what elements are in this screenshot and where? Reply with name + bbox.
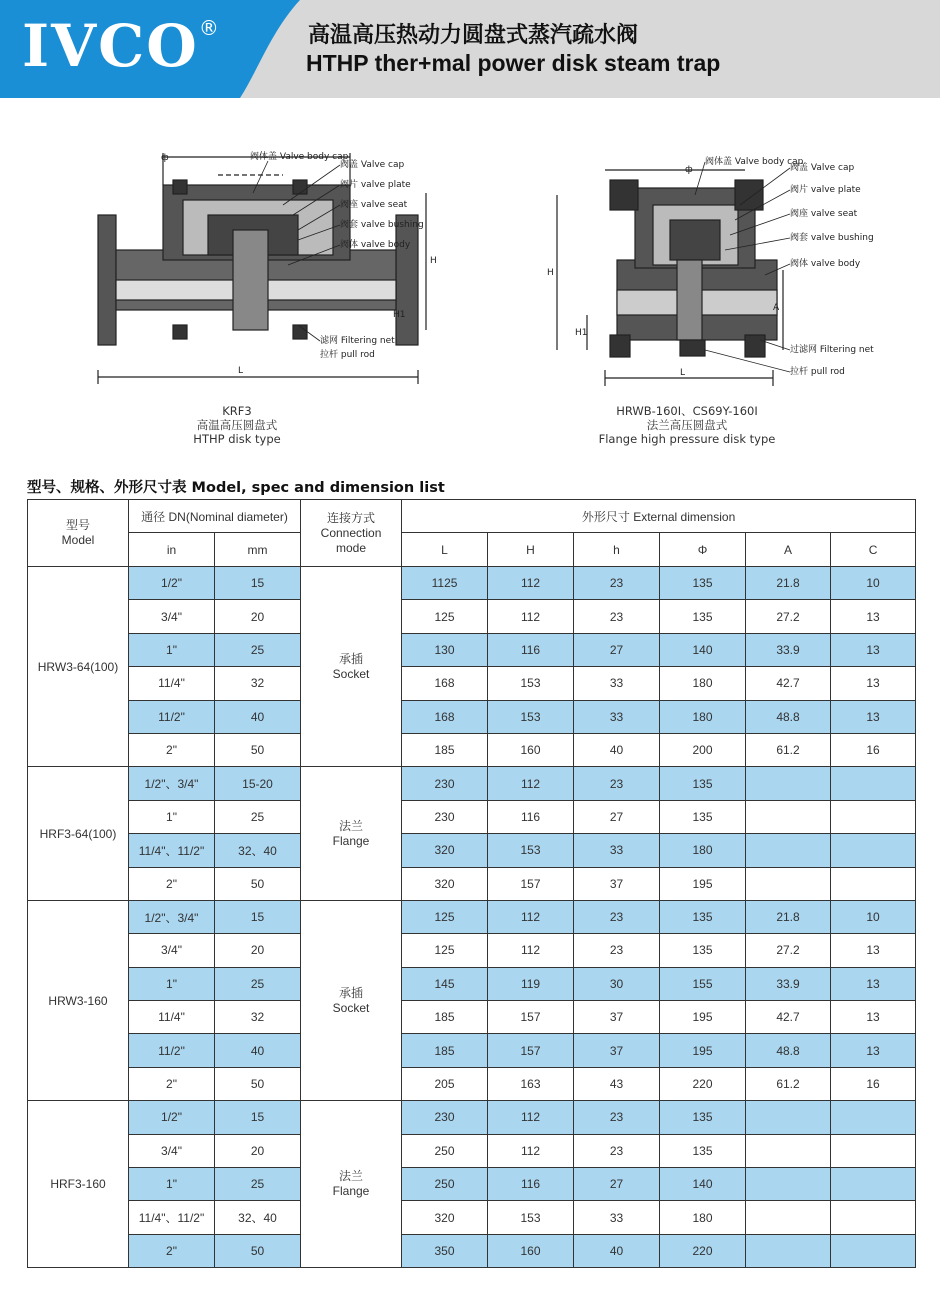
a-value-cell bbox=[746, 1168, 831, 1201]
col-header-small-h: h bbox=[574, 533, 660, 567]
connection-cn: 承插 bbox=[339, 985, 364, 1000]
connection-cell bbox=[301, 767, 402, 901]
left-filter-label: 滤网 Filtering net bbox=[320, 336, 395, 346]
right-l-label: L bbox=[680, 368, 686, 378]
table-row bbox=[28, 900, 916, 933]
model-cell: HRW3-160 bbox=[28, 900, 129, 1100]
c-value-cell bbox=[831, 1234, 916, 1267]
mm-cell: 15-20 bbox=[215, 767, 301, 800]
a-value-cell: 61.2 bbox=[746, 733, 831, 766]
right-valve-cap-label: 阀盖 Valve cap bbox=[790, 163, 855, 173]
h-value-cell: 157 bbox=[488, 867, 574, 900]
table-row bbox=[28, 1234, 916, 1267]
h-value-cell: 43 bbox=[574, 1067, 660, 1100]
h-value-cell: 112 bbox=[488, 1101, 574, 1134]
h-value-cell: 27 bbox=[574, 633, 660, 666]
brand-logo bbox=[22, 12, 221, 80]
model-header-en: Model bbox=[61, 533, 95, 547]
in-cell: 1/2" bbox=[129, 1101, 215, 1134]
l-value-cell: 185 bbox=[402, 733, 488, 766]
mm-header: mm bbox=[215, 533, 301, 567]
right-h1-label: H1 bbox=[575, 328, 588, 338]
in-cell: 1/2"、3/4" bbox=[129, 767, 215, 800]
l-value-cell: 125 bbox=[402, 600, 488, 633]
l-value-cell: 230 bbox=[402, 767, 488, 800]
c-value-cell: 16 bbox=[831, 733, 916, 766]
h-value-cell: 112 bbox=[488, 934, 574, 967]
c-value-cell: 13 bbox=[831, 700, 916, 733]
h-value-cell: 23 bbox=[574, 567, 660, 600]
h-value-cell: 23 bbox=[574, 767, 660, 800]
phi-value-cell: 135 bbox=[660, 1134, 746, 1167]
brand-name: IVCO bbox=[22, 12, 199, 80]
phi-value-cell: 135 bbox=[660, 900, 746, 933]
a-value-cell: 27.2 bbox=[746, 600, 831, 633]
table-row bbox=[28, 1101, 916, 1134]
phi-value-cell: 140 bbox=[660, 1168, 746, 1201]
left-phi-label: ф bbox=[161, 153, 169, 163]
mm-cell: 32、40 bbox=[215, 1201, 301, 1234]
mm-cell: 15 bbox=[215, 900, 301, 933]
table-row bbox=[28, 1034, 916, 1067]
in-cell: 11/4"、11/2" bbox=[129, 834, 215, 867]
c-value-cell: 13 bbox=[831, 633, 916, 666]
table-row bbox=[28, 1134, 916, 1167]
c-value-cell: 13 bbox=[831, 1001, 916, 1034]
mm-cell: 25 bbox=[215, 967, 301, 1000]
table-row bbox=[28, 867, 916, 900]
connection-cn: 承插 bbox=[339, 651, 364, 666]
left-valve-body-label: 阀体 valve body bbox=[340, 240, 411, 250]
h-value-cell: 23 bbox=[574, 900, 660, 933]
mm-cell: 25 bbox=[215, 633, 301, 666]
h-value-cell: 153 bbox=[488, 667, 574, 700]
krf3-section-drawing bbox=[88, 145, 448, 385]
h-value-cell: 37 bbox=[574, 1001, 660, 1034]
right-filter-label: 过滤网 Filtering net bbox=[790, 345, 874, 355]
a-value-cell bbox=[746, 767, 831, 800]
h-value-cell: 112 bbox=[488, 767, 574, 800]
h-value-cell: 153 bbox=[488, 700, 574, 733]
right-body-cap-label: 阀体盖 Valve body cap bbox=[705, 157, 804, 167]
h-value-cell: 157 bbox=[488, 1034, 574, 1067]
in-cell: 11/4" bbox=[129, 1001, 215, 1034]
mm-cell: 25 bbox=[215, 800, 301, 833]
mm-cell: 25 bbox=[215, 1168, 301, 1201]
right-h-label: H bbox=[547, 268, 554, 278]
connection-cell bbox=[301, 900, 402, 1100]
c-value-cell: 13 bbox=[831, 600, 916, 633]
mm-cell: 50 bbox=[215, 1234, 301, 1267]
l-value-cell: 185 bbox=[402, 1001, 488, 1034]
table-row bbox=[28, 733, 916, 766]
hrwb-caption bbox=[582, 404, 792, 446]
table-row bbox=[28, 567, 916, 600]
phi-value-cell: 140 bbox=[660, 633, 746, 666]
h-value-cell: 37 bbox=[574, 1034, 660, 1067]
h-value-cell: 112 bbox=[488, 900, 574, 933]
connection-header-cn: 连接方式 bbox=[327, 510, 376, 525]
h-value-cell: 116 bbox=[488, 1168, 574, 1201]
caption-cn: 法兰高压圆盘式 bbox=[646, 418, 728, 432]
in-cell: 11/2" bbox=[129, 1034, 215, 1067]
phi-value-cell: 220 bbox=[660, 1067, 746, 1100]
l-value-cell: 250 bbox=[402, 1168, 488, 1201]
right-phi-label: ф bbox=[685, 165, 693, 175]
a-value-cell bbox=[746, 1134, 831, 1167]
model-cell: HRF3-64(100) bbox=[28, 767, 129, 901]
phi-value-cell: 195 bbox=[660, 1034, 746, 1067]
table-row bbox=[28, 667, 916, 700]
h-value-cell: 33 bbox=[574, 700, 660, 733]
h-value-cell: 153 bbox=[488, 1201, 574, 1234]
h-value-cell: 33 bbox=[574, 667, 660, 700]
l-value-cell: 230 bbox=[402, 1101, 488, 1134]
l-value-cell: 125 bbox=[402, 934, 488, 967]
caption-model: HRWB-160I、CS69Y-160I bbox=[616, 404, 758, 418]
l-value-cell: 350 bbox=[402, 1234, 488, 1267]
phi-value-cell: 180 bbox=[660, 700, 746, 733]
col-header-a: A bbox=[746, 533, 831, 567]
a-value-cell bbox=[746, 1101, 831, 1134]
a-value-cell: 48.8 bbox=[746, 1034, 831, 1067]
c-value-cell bbox=[831, 1201, 916, 1234]
in-cell: 1/2" bbox=[129, 567, 215, 600]
in-cell: 2" bbox=[129, 1234, 215, 1267]
model-header-cn: 型号 bbox=[65, 518, 90, 532]
in-cell: 1" bbox=[129, 967, 215, 1000]
c-value-cell: 13 bbox=[831, 667, 916, 700]
l-value-cell: 320 bbox=[402, 834, 488, 867]
right-bushing-label: 阀套 valve bushing bbox=[790, 233, 874, 243]
c-value-cell bbox=[831, 1101, 916, 1134]
h-value-cell: 33 bbox=[574, 834, 660, 867]
phi-value-cell: 180 bbox=[660, 667, 746, 700]
c-value-cell bbox=[831, 1168, 916, 1201]
table-header-row bbox=[28, 500, 916, 533]
phi-value-cell: 195 bbox=[660, 1001, 746, 1034]
registered-mark: ® bbox=[198, 16, 221, 40]
right-valve-body-label: 阀体 valve body bbox=[790, 259, 861, 269]
a-value-cell: 61.2 bbox=[746, 1067, 831, 1100]
col-header-h: H bbox=[488, 533, 574, 567]
h-value-cell: 27 bbox=[574, 1168, 660, 1201]
in-cell: 2" bbox=[129, 867, 215, 900]
table-row bbox=[28, 1001, 916, 1034]
mm-cell: 32 bbox=[215, 1001, 301, 1034]
caption-model: KRF3 bbox=[222, 404, 252, 418]
l-value-cell: 1125 bbox=[402, 567, 488, 600]
l-value-cell: 130 bbox=[402, 633, 488, 666]
connection-en: Flange bbox=[332, 833, 370, 848]
l-value-cell: 168 bbox=[402, 700, 488, 733]
c-value-cell: 13 bbox=[831, 934, 916, 967]
h-value-cell: 33 bbox=[574, 1201, 660, 1234]
a-value-cell: 33.9 bbox=[746, 633, 831, 666]
h-value-cell: 119 bbox=[488, 967, 574, 1000]
left-valve-plate-label: 阀片 valve plate bbox=[340, 180, 411, 190]
phi-value-cell: 135 bbox=[660, 767, 746, 800]
mm-cell: 32 bbox=[215, 667, 301, 700]
l-value-cell: 168 bbox=[402, 667, 488, 700]
a-value-cell: 42.7 bbox=[746, 667, 831, 700]
c-value-cell bbox=[831, 800, 916, 833]
col-header-phi: Φ bbox=[660, 533, 746, 567]
left-valve-seat-label: 阀座 valve seat bbox=[340, 200, 408, 210]
model-cell: HRF3-160 bbox=[28, 1101, 129, 1268]
connection-header bbox=[301, 500, 402, 567]
in-cell: 2" bbox=[129, 733, 215, 766]
right-valve-seat-label: 阀座 valve seat bbox=[790, 209, 858, 219]
in-cell: 3/4" bbox=[129, 600, 215, 633]
mm-cell: 20 bbox=[215, 1134, 301, 1167]
left-pull-rod-label: 拉杆 pull rod bbox=[320, 350, 375, 360]
in-cell: 11/4"、11/2" bbox=[129, 1201, 215, 1234]
c-value-cell: 10 bbox=[831, 900, 916, 933]
phi-value-cell: 135 bbox=[660, 1101, 746, 1134]
c-value-cell: 10 bbox=[831, 567, 916, 600]
dimension-table bbox=[27, 499, 916, 1268]
in-cell: 2" bbox=[129, 1067, 215, 1100]
page-title-en: HTHP ther+mal power disk steam trap bbox=[306, 50, 721, 76]
table-subheader-row bbox=[28, 533, 916, 567]
left-valve-cap-label: 阀盖 Valve cap bbox=[340, 160, 405, 170]
l-value-cell: 250 bbox=[402, 1134, 488, 1167]
a-value-cell: 48.8 bbox=[746, 700, 831, 733]
h-value-cell: 23 bbox=[574, 934, 660, 967]
left-bushing-label: 阀套 valve bushing bbox=[340, 220, 424, 230]
hrwb-section-drawing bbox=[545, 150, 900, 390]
phi-value-cell: 180 bbox=[660, 834, 746, 867]
h-value-cell: 23 bbox=[574, 1101, 660, 1134]
a-value-cell: 21.8 bbox=[746, 900, 831, 933]
connection-cn: 法兰 bbox=[339, 1169, 364, 1184]
left-h-label: H bbox=[430, 256, 437, 266]
col-header-c: C bbox=[831, 533, 916, 567]
table-row bbox=[28, 633, 916, 666]
left-body-cap-label: 阀体盖 Valve body cap bbox=[250, 152, 349, 162]
caption-en: HTHP disk type bbox=[193, 432, 281, 446]
right-valve-plate-label: 阀片 valve plate bbox=[790, 185, 861, 195]
mm-cell: 40 bbox=[215, 700, 301, 733]
a-value-cell: 27.2 bbox=[746, 934, 831, 967]
table-row bbox=[28, 700, 916, 733]
h-value-cell: 112 bbox=[488, 1134, 574, 1167]
section-title: 型号、规格、外形尺寸表 Model, spec and dimension list bbox=[27, 480, 445, 496]
in-cell: 11/4" bbox=[129, 667, 215, 700]
col-header-l: L bbox=[402, 533, 488, 567]
right-a-label: A bbox=[773, 303, 780, 313]
l-value-cell: 125 bbox=[402, 900, 488, 933]
left-l-label: L bbox=[238, 366, 244, 376]
connection-cell bbox=[301, 567, 402, 767]
connection-header-en2: mode bbox=[336, 540, 367, 555]
h-value-cell: 157 bbox=[488, 1001, 574, 1034]
table-row bbox=[28, 934, 916, 967]
page-title-cn: 高温高压热动力圆盘式蒸汽疏水阀 bbox=[308, 23, 639, 48]
phi-value-cell: 135 bbox=[660, 600, 746, 633]
page-header bbox=[0, 0, 940, 98]
dn-header: 通径 DN(Nominal diameter) bbox=[129, 500, 301, 533]
a-value-cell: 33.9 bbox=[746, 967, 831, 1000]
in-cell: 1" bbox=[129, 800, 215, 833]
c-value-cell: 16 bbox=[831, 1067, 916, 1100]
mm-cell: 20 bbox=[215, 934, 301, 967]
h-value-cell: 160 bbox=[488, 1234, 574, 1267]
c-value-cell: 13 bbox=[831, 1034, 916, 1067]
in-cell: 1/2"、3/4" bbox=[129, 900, 215, 933]
table-row bbox=[28, 1201, 916, 1234]
mm-cell: 40 bbox=[215, 1034, 301, 1067]
a-value-cell bbox=[746, 834, 831, 867]
table-row bbox=[28, 1168, 916, 1201]
phi-value-cell: 135 bbox=[660, 800, 746, 833]
mm-cell: 15 bbox=[215, 567, 301, 600]
phi-value-cell: 180 bbox=[660, 1201, 746, 1234]
phi-value-cell: 195 bbox=[660, 867, 746, 900]
right-pull-rod-label: 拉杆 pull rod bbox=[790, 367, 845, 377]
connection-en: Socket bbox=[332, 1000, 370, 1015]
table-row bbox=[28, 767, 916, 800]
h-value-cell: 116 bbox=[488, 800, 574, 833]
h-value-cell: 23 bbox=[574, 1134, 660, 1167]
krf3-caption bbox=[147, 404, 327, 446]
phi-value-cell: 155 bbox=[660, 967, 746, 1000]
table-row bbox=[28, 800, 916, 833]
h-value-cell: 153 bbox=[488, 834, 574, 867]
c-value-cell bbox=[831, 767, 916, 800]
table-row bbox=[28, 600, 916, 633]
connection-cell bbox=[301, 1101, 402, 1268]
phi-value-cell: 200 bbox=[660, 733, 746, 766]
l-value-cell: 320 bbox=[402, 867, 488, 900]
l-value-cell: 205 bbox=[402, 1067, 488, 1100]
h-value-cell: 160 bbox=[488, 733, 574, 766]
model-cell: HRW3-64(100) bbox=[28, 567, 129, 767]
c-value-cell: 13 bbox=[831, 967, 916, 1000]
caption-cn: 高温高压圆盘式 bbox=[196, 418, 278, 432]
model-header bbox=[28, 500, 129, 567]
h-value-cell: 30 bbox=[574, 967, 660, 1000]
caption-en: Flange high pressure disk type bbox=[598, 432, 776, 446]
h-value-cell: 40 bbox=[574, 1234, 660, 1267]
connection-en: Flange bbox=[332, 1184, 370, 1199]
mm-cell: 15 bbox=[215, 1101, 301, 1134]
phi-value-cell: 135 bbox=[660, 934, 746, 967]
a-value-cell: 21.8 bbox=[746, 567, 831, 600]
connection-header-en: Connection bbox=[320, 525, 382, 540]
table-row bbox=[28, 1067, 916, 1100]
in-cell: 3/4" bbox=[129, 1134, 215, 1167]
external-dimension-header: 外形尺寸 External dimension bbox=[402, 500, 916, 533]
in-cell: 11/2" bbox=[129, 700, 215, 733]
phi-value-cell: 220 bbox=[660, 1234, 746, 1267]
in-cell: 3/4" bbox=[129, 934, 215, 967]
h-value-cell: 37 bbox=[574, 867, 660, 900]
mm-cell: 20 bbox=[215, 600, 301, 633]
h-value-cell: 112 bbox=[488, 567, 574, 600]
h-value-cell: 23 bbox=[574, 600, 660, 633]
a-value-cell bbox=[746, 1234, 831, 1267]
c-value-cell bbox=[831, 834, 916, 867]
mm-cell: 50 bbox=[215, 867, 301, 900]
l-value-cell: 320 bbox=[402, 1201, 488, 1234]
h-value-cell: 116 bbox=[488, 633, 574, 666]
phi-value-cell: 135 bbox=[660, 567, 746, 600]
h-value-cell: 27 bbox=[574, 800, 660, 833]
a-value-cell bbox=[746, 800, 831, 833]
mm-cell: 50 bbox=[215, 1067, 301, 1100]
l-value-cell: 185 bbox=[402, 1034, 488, 1067]
mm-cell: 32、40 bbox=[215, 834, 301, 867]
connection-en: Socket bbox=[332, 666, 370, 681]
table-body bbox=[28, 567, 916, 1268]
mm-cell: 50 bbox=[215, 733, 301, 766]
connection-cn: 法兰 bbox=[339, 818, 364, 833]
in-cell: 1" bbox=[129, 633, 215, 666]
table-row bbox=[28, 967, 916, 1000]
h-value-cell: 163 bbox=[488, 1067, 574, 1100]
c-value-cell bbox=[831, 867, 916, 900]
h-value-cell: 112 bbox=[488, 600, 574, 633]
c-value-cell bbox=[831, 1134, 916, 1167]
left-h1-label: H1 bbox=[393, 310, 406, 320]
in-cell: 1" bbox=[129, 1168, 215, 1201]
a-value-cell bbox=[746, 1201, 831, 1234]
table-row bbox=[28, 834, 916, 867]
in-header: in bbox=[129, 533, 215, 567]
h-value-cell: 40 bbox=[574, 733, 660, 766]
l-value-cell: 230 bbox=[402, 800, 488, 833]
a-value-cell: 42.7 bbox=[746, 1001, 831, 1034]
l-value-cell: 145 bbox=[402, 967, 488, 1000]
a-value-cell bbox=[746, 867, 831, 900]
